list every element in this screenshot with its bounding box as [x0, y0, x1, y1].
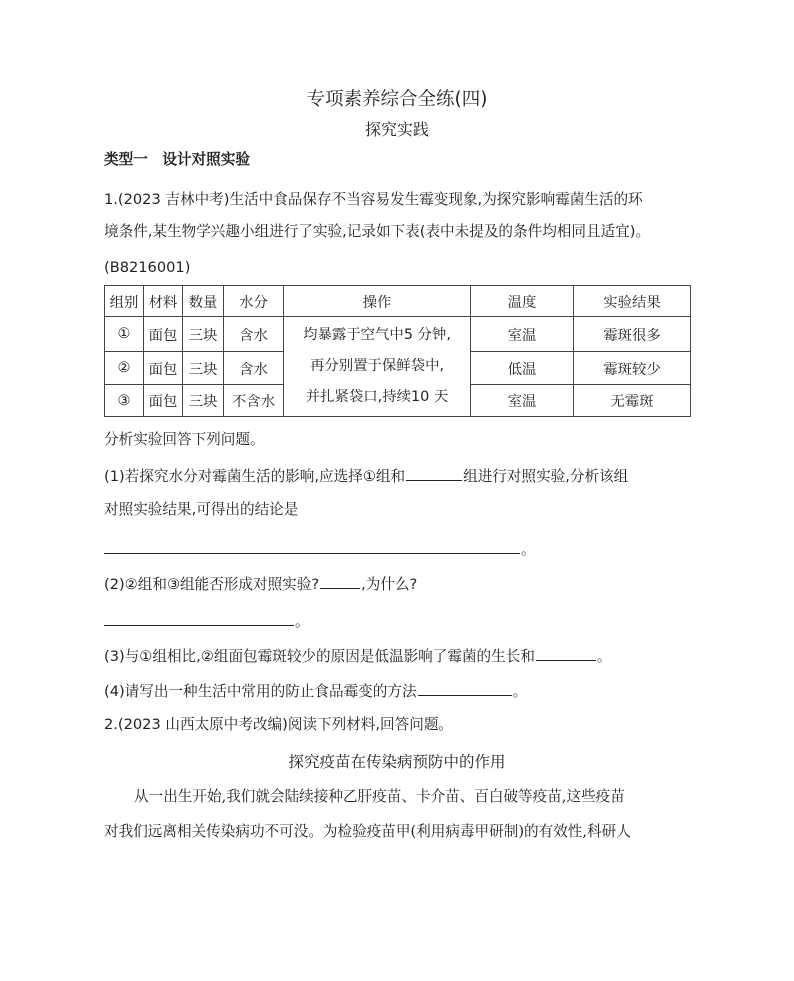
- passage-title: 探究疫苗在传染病预防中的作用: [288, 753, 506, 771]
- table-header-cell: 材料: [144, 286, 183, 317]
- page-subtitle: 探究实践: [364, 120, 429, 139]
- q2-text-line: 2.(2023 山西太原中考改编)阅读下列材料,回答问题。: [104, 716, 454, 733]
- table-cell-count: 三块: [183, 352, 224, 385]
- table-cell-result: 无霉斑: [574, 385, 691, 417]
- q1-text-line-2: 境条件,某生物学兴趣小组进行了实验,记录如下表(表中未提及的条件均相同且适宜)。: [104, 223, 651, 240]
- table-cell-temperature: 室温: [471, 317, 574, 352]
- answer-blank: [418, 680, 512, 696]
- q1-sub4-text: (4)请写出一种生活中常用的防止食品霉变的方法: [104, 683, 417, 700]
- line-end-mark: 。: [596, 648, 612, 665]
- table-cell-temperature: 低温: [471, 352, 574, 385]
- operation-line: 并扎紧袋口,持续10 天: [305, 389, 449, 405]
- q1-sub1-text: (1)若探究水分对霉菌生活的影响,应选择①组和: [104, 468, 406, 485]
- table-cell-material: 面包: [144, 352, 183, 385]
- q1-sub3-text: (3)与①组相比,②组面包霉斑较少的原因是低温影响了霉菌的生长和: [104, 648, 535, 665]
- q1-code: (B8216001): [104, 259, 191, 276]
- table-cell-result: 霉斑很多: [574, 317, 691, 352]
- page-title: 专项素养综合全练(四): [306, 89, 488, 110]
- table-cell-water: 含水: [224, 317, 284, 352]
- table-cell-operation: [284, 317, 471, 417]
- table-row: [105, 317, 691, 352]
- q1-sub1-line-1: [104, 465, 628, 485]
- q1-sub3-line: [104, 645, 612, 665]
- table-cell-count: 三块: [183, 317, 224, 352]
- q1-sub1-line-2: 对照实验结果,可得出的结论是: [104, 501, 299, 518]
- table-header-cell: 水分: [224, 286, 284, 317]
- table-header-cell: 操作: [284, 286, 471, 317]
- q1-sub2-text: ,为什么?: [361, 576, 418, 593]
- answer-blank: [536, 645, 596, 661]
- table-header-row: [105, 286, 691, 317]
- q1-sub2-line: [104, 573, 417, 593]
- table-cell-result: 霉斑较少: [574, 352, 691, 385]
- q1-text-line-1: 1.(2023 吉林中考)生活中食品保存不当容易发生霉变现象,为探究影响霉菌生活的环: [104, 191, 643, 208]
- line-end-mark: 。: [512, 683, 528, 700]
- answer-blank: [104, 610, 294, 626]
- table-cell-water: 不含水: [224, 385, 284, 417]
- table-cell-temperature: 室温: [471, 385, 574, 417]
- table-header-cell: 组别: [105, 286, 144, 317]
- q1-sub1-answer-line: [104, 538, 536, 558]
- experiment-table: [104, 285, 691, 417]
- operation-line: 均暴露于空气中5 分钟,: [303, 327, 451, 343]
- q1-sub1-text: 组进行对照实验,分析该组: [463, 468, 629, 485]
- line-end-mark: 。: [521, 541, 536, 558]
- table-header-cell: 实验结果: [574, 286, 691, 317]
- q1-sub2-text: (2)②组和③组能否形成对照实验?: [104, 576, 320, 593]
- table-header-cell: 数量: [183, 286, 224, 317]
- table-header-cell: 温度: [471, 286, 574, 317]
- q1-prompt: 分析实验回答下列问题。: [104, 431, 265, 448]
- table-cell-group: ②: [105, 352, 144, 385]
- passage-line-2: 对我们远离相关传染病功不可没。为检验疫苗甲(利用病毒甲研制)的有效性,科研人: [104, 823, 631, 840]
- table-cell-group: ①: [105, 317, 144, 352]
- answer-blank: [406, 465, 462, 481]
- passage-line-1: 从一出生开始,我们就会陆续接种乙肝疫苗、卡介苗、百白破等疫苗,这些疫苗: [134, 788, 625, 805]
- table-cell-count: 三块: [183, 385, 224, 417]
- table-cell-group: ③: [105, 385, 144, 417]
- operation-line: 再分别置于保鲜袋中,: [309, 358, 445, 374]
- q1-sub2-answer-line: [104, 610, 310, 630]
- section-heading: 类型一 设计对照实验: [104, 151, 250, 168]
- line-end-mark: 。: [295, 613, 310, 630]
- table-cell-material: 面包: [144, 317, 183, 352]
- table-cell-water: 含水: [224, 352, 284, 385]
- table-cell-material: 面包: [144, 385, 183, 417]
- answer-blank: [104, 538, 520, 554]
- q1-sub4-line: [104, 680, 527, 700]
- answer-blank: [320, 573, 360, 589]
